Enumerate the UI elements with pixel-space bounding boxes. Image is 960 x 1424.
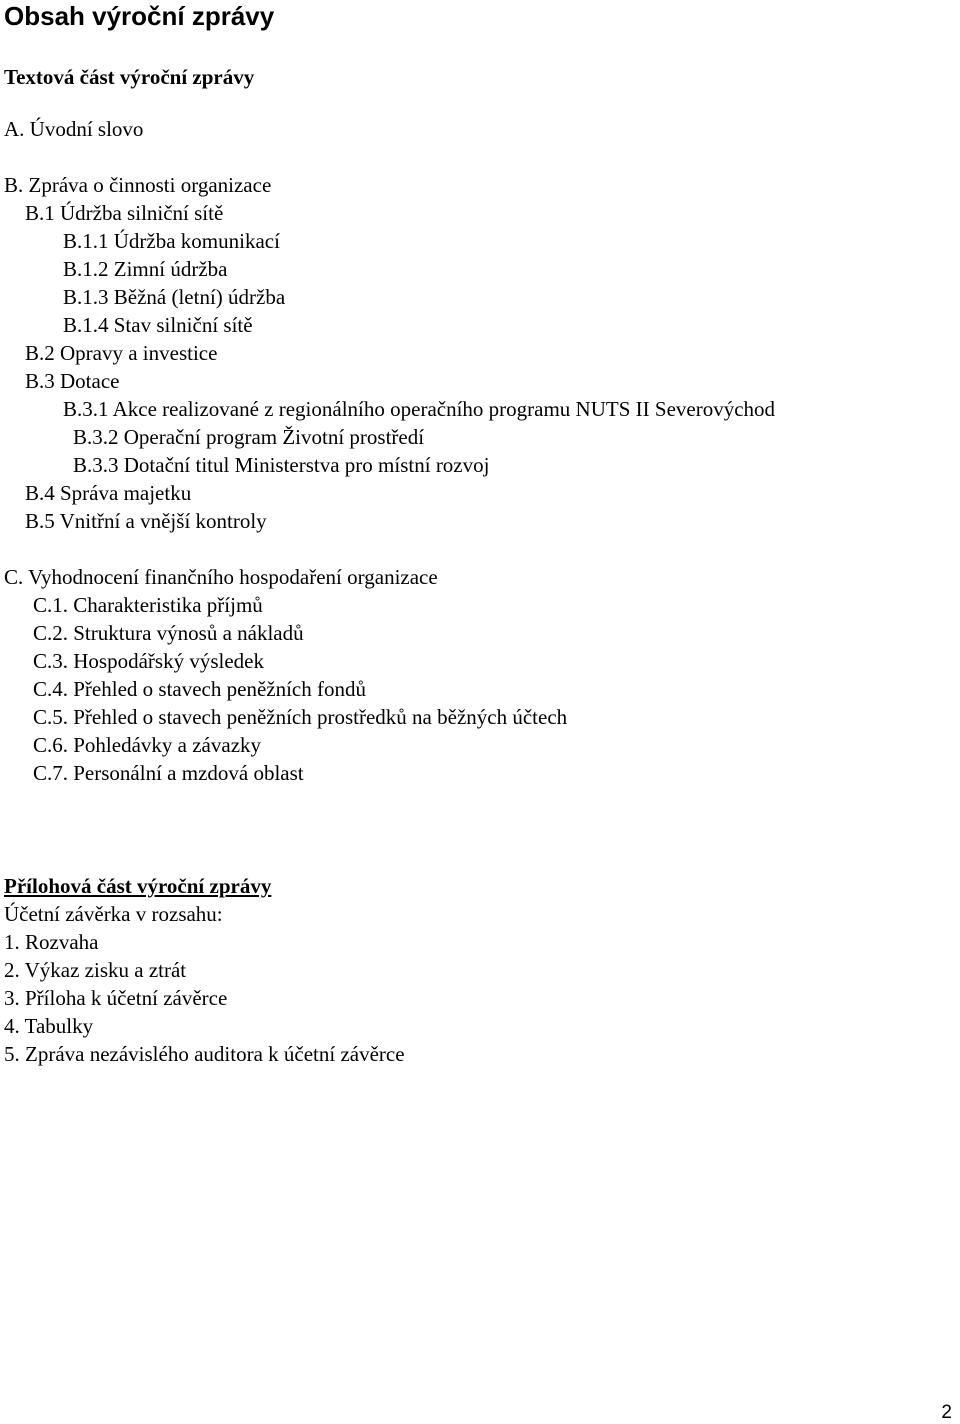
toc-item-c4: C.4. Přehled o stavech peněžních fondů (33, 677, 366, 701)
toc-item-b1-4: B.1.4 Stav silniční sítě (63, 313, 253, 337)
toc-item-c7: C.7. Personální a mzdová oblast (33, 761, 304, 785)
appendix-item-4: 4. Tabulky (4, 1014, 94, 1038)
toc-item-b1-3: B.1.3 Běžná (letní) údržba (63, 285, 286, 309)
toc-item-b1-1: B.1.1 Údržba komunikací (63, 229, 280, 253)
appendix-item-5: 5. Zpráva nezávislého auditora k účetní závěrce (4, 1042, 405, 1066)
toc-item-c3: C.3. Hospodářský výsledek (33, 649, 264, 673)
toc-item-c: C. Vyhodnocení finančního hospodaření organizace (4, 565, 438, 589)
toc-item-c5: C.5. Přehled o stavech peněžních prostředků na běžných účtech (33, 705, 568, 729)
appendix-section-heading: Přílohová část výroční zprávy (4, 874, 272, 898)
toc-item-b3-1: B.3.1 Akce realizované z regionálního operačního programu NUTS II Severovýchod (63, 397, 776, 421)
document-title: Obsah výroční zprávy (4, 1, 275, 31)
appendix-item-2: 2. Výkaz zisku a ztrát (4, 958, 187, 982)
text-section-heading: Textová část výroční zprávy (4, 65, 255, 89)
toc-item-b1: B.1 Údržba silniční sítě (25, 201, 224, 225)
toc-item-b4: B.4 Správa majetku (25, 481, 192, 505)
toc-item-b2: B.2 Opravy a investice (25, 341, 218, 365)
toc-item-b3-2: B.3.2 Operační program Životní prostředí (73, 425, 425, 449)
toc-item-b3-3: B.3.3 Dotační titul Ministerstva pro místní rozvoj (73, 453, 490, 477)
toc-item-c2: C.2. Struktura výnosů a nákladů (33, 621, 304, 645)
appendix-item-3: 3. Příloha k účetní závěrce (4, 986, 228, 1010)
page-number: 2 (941, 1402, 952, 1423)
toc-item-b1-2: B.1.2 Zimní údržba (63, 257, 228, 281)
toc-item-b5: B.5 Vnitřní a vnější kontroly (25, 509, 267, 533)
toc-item-b: B. Zpráva o činnosti organizace (4, 173, 272, 197)
appendix-intro: Účetní závěrka v rozsahu: (4, 902, 223, 926)
toc-item-a: A. Úvodní slovo (4, 117, 144, 141)
toc-item-c1: C.1. Charakteristika příjmů (33, 593, 263, 617)
toc-item-c6: C.6. Pohledávky a závazky (33, 733, 262, 757)
appendix-item-1: 1. Rozvaha (4, 930, 99, 954)
toc-item-b3: B.3 Dotace (25, 369, 120, 393)
